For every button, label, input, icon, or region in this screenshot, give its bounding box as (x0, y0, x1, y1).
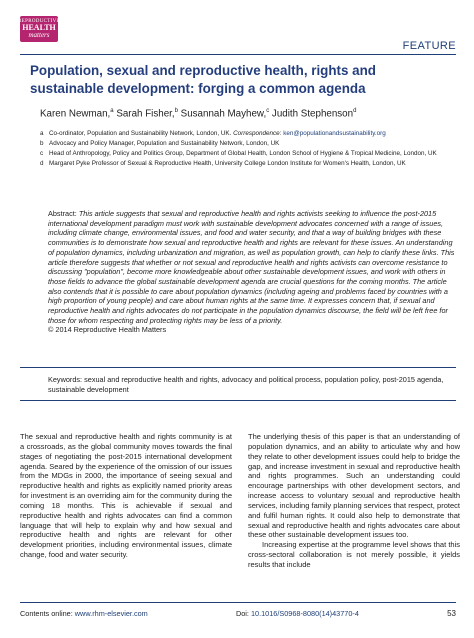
affiliation-item (40, 149, 458, 159)
affiliation-item (40, 129, 458, 139)
contents-url-link[interactable]: www.rhm-elsevier.com (74, 609, 148, 618)
header-rule (20, 54, 456, 55)
contents-label: Contents online: (20, 609, 73, 618)
page-footer (20, 609, 456, 618)
footer-rule (20, 602, 456, 603)
logo-line-3: matters (28, 31, 50, 39)
article-title: Population, sexual and reproductive health, rights and sustainable development: forging a common agenda (30, 63, 376, 96)
author-name: Karen Newman, (40, 108, 111, 120)
affiliation-letter: d (40, 160, 44, 167)
keywords-rule (20, 400, 456, 401)
abstract-text: This article suggests that sexual and reproductive health and rights activists seeking to influence the post-2015 international development paradigm must work with sustainable development advocates concerned with a range of issues, including climate change, environmental issues, and food and water security, and that a way of building bridges with these communities is to demonstrate how sexual and reproductive health and rights are relevant for these issues. An understanding of population dynamics, including urbanization and migration, as well as population growth, can help to clarify these links. This article therefore suggests that whether or not sexual and reproductive health and rights activists can overcome resistance to discussing "population", become more knowledgeable about other sustainable development issues, and work with others in those fields to advance the global sustainable development agenda are crucial questions for the coming months. The article also contends that it is possible to care about population dynamics (including ageing and problems faced by countries with a high proportion of young people) and care about human rights at the same time. It expresses concern that, if sexual and reproductive health and rights advocates do not participate in the population dynamics discourse, the field will be left free for those for whom respecting and protecting rights may be less of a priority. (48, 209, 455, 325)
section-label: FEATURE (402, 40, 456, 52)
journal-logo (20, 16, 58, 42)
abstract (48, 209, 458, 335)
body-paragraph: The underlying thesis of this paper is that an understanding of population dynamics, and an ability to articulate why and how they relate to other development issues could help to bridge the gap, and increase investment in sexual and reproductive health and rights programmes. Such an understanding could encourage partnerships with other development sectors, and increase access to voluntary sexual and reproductive health services, including family planning services that respect, protect and fulfil human rights. It could also help to demonstrate that sexual and reproductive health and rights advocates care about these other sustainable development issues too. (248, 432, 460, 540)
author-list (40, 108, 460, 119)
doi-label: Doi: (235, 609, 249, 618)
author-affil-mark: c (266, 108, 270, 114)
affiliation-item (40, 139, 458, 149)
keywords-text: sexual and reproductive health and rights, advocacy and political process, population policy, post-2015 agenda, sustainable development (48, 375, 444, 394)
author-affil-mark: b (174, 108, 178, 114)
affiliation-text: Advocacy and Policy Manager, Population and Sustainability Network, London, UK (49, 140, 280, 147)
keywords-label: Keywords: (48, 375, 83, 384)
correspondence-label: Correspondence: (233, 130, 282, 137)
copyright-notice: © 2014 Reproductive Health Matters (48, 325, 167, 335)
abstract-rule (20, 367, 456, 368)
body-column-right (248, 432, 460, 570)
logo-line-2: HEALTH (22, 23, 56, 32)
page-number: 53 (447, 609, 456, 618)
body-column-left (20, 432, 232, 560)
correspondence-email-link[interactable]: ken@populationandsustainability.org (283, 130, 386, 137)
body-paragraph: The sexual and reproductive health and rights community is at a crossroads, as the global community moves towards the final stages of negotiating the post-2015 international development agenda. Seared by the experience of the omission of our issues from the MDGs in 2000, the importance of seeing sexual and reproductive health and rights as explicitly named priority areas for investment is an overriding aim for the community during the coming 18 months. This is achievable if sexual and reproductive health and rights advocates can find a common language that will help to explain why and how sexual and reproductive health and rights are relevant for other development priorities, including environmental issues, climate change, food and water security. (20, 432, 232, 560)
doi (236, 609, 359, 618)
keywords (48, 375, 460, 394)
contents-online (20, 609, 148, 618)
affiliation-letter: a (40, 130, 44, 137)
affiliation-list (40, 129, 458, 169)
abstract-label: Abstract: (48, 209, 77, 218)
affiliation-text: Head of Anthropology, Policy and Politics Group, Department of Global Health, London School of Hygiene & Tropical Medicine, London, UK (49, 150, 437, 157)
affiliation-item (40, 159, 458, 169)
author-name: Susannah Mayhew, (180, 108, 267, 120)
author-name: Judith Stephenson (271, 108, 354, 120)
body-paragraph: Increasing expertise at the programme level shows that this cross-sectoral collaboration is not merely possible, it yields results that include (248, 540, 460, 569)
affiliation-text: Co-ordinator, Population and Sustainability Network, London, UK. (49, 130, 232, 137)
affiliation-letter: c (40, 150, 44, 157)
author-affil-mark: a (110, 108, 114, 114)
author-affil-mark: d (353, 108, 357, 114)
affiliation-text: Margaret Pyke Professor of Sexual & Reproductive Health, University College London Institute for Women's Health, London, UK (49, 160, 406, 167)
author-name: Sarah Fisher, (116, 108, 175, 120)
logo-line-1: REPRODUCTIVE (18, 19, 60, 24)
affiliation-letter: b (40, 140, 44, 147)
doi-link[interactable]: 10.1016/S0968-8080(14)43770-4 (250, 609, 359, 618)
